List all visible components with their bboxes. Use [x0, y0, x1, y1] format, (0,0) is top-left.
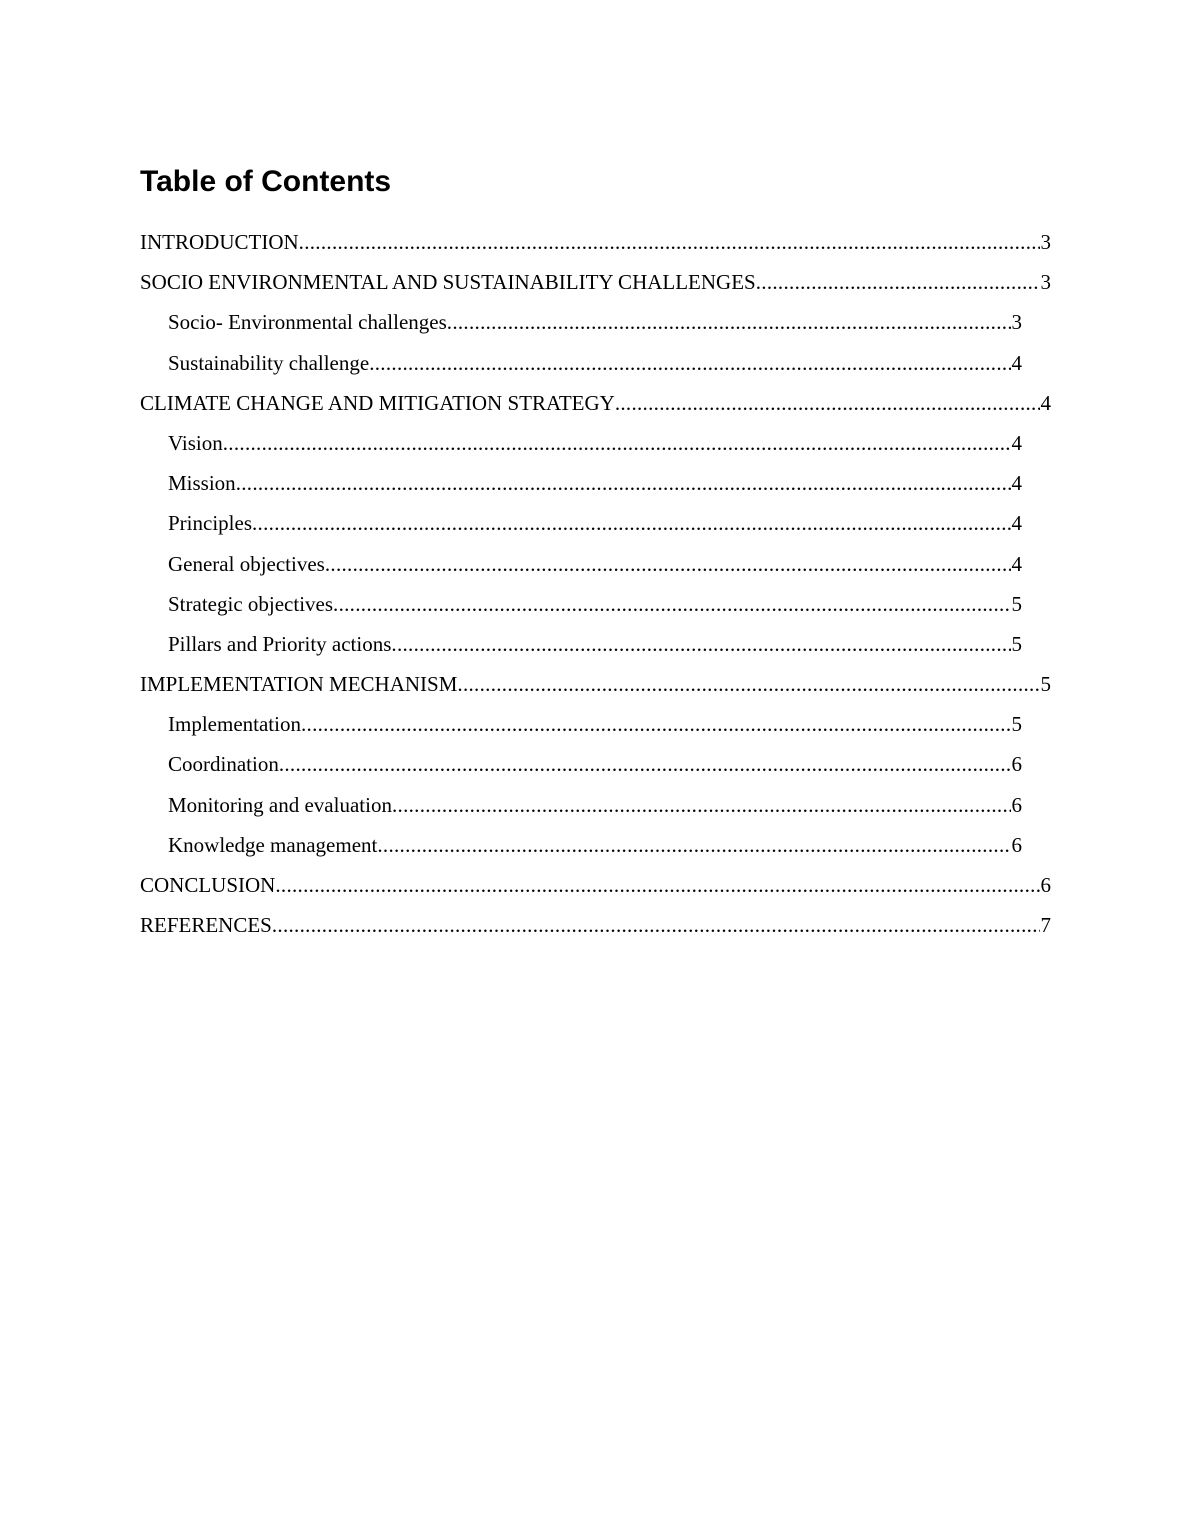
toc-entry[interactable] — [140, 383, 1051, 423]
toc-page-number: 6 — [1011, 752, 1022, 777]
toc-dot-leader — [236, 463, 1011, 503]
toc-entry-title: Sustainability challenge — [168, 350, 370, 375]
toc-page-number: 3 — [1040, 270, 1051, 295]
toc-entry[interactable] — [140, 704, 1022, 744]
toc-entry-title: Coordination — [168, 752, 279, 777]
toc-page-number: 3 — [1040, 230, 1051, 254]
toc-entry-title: Vision — [168, 430, 223, 455]
toc-entry-title: CLIMATE CHANGE AND MITIGATION STRATEGY — [140, 390, 615, 415]
toc-page-number: 4 — [1011, 350, 1022, 375]
toc-entry[interactable] — [140, 825, 1022, 865]
toc-dot-leader — [615, 383, 1040, 423]
toc-entry[interactable] — [140, 222, 1051, 262]
toc-entry-title: Principles — [168, 511, 252, 536]
toc-dot-leader — [377, 825, 1010, 865]
toc-page-number: 4 — [1011, 430, 1022, 455]
toc-entry[interactable] — [140, 544, 1022, 584]
toc-dot-leader — [457, 664, 1039, 704]
toc-dot-leader — [333, 584, 1010, 624]
toc-title: Table of Contents — [140, 165, 392, 198]
toc-page-number: 7 — [1040, 913, 1051, 938]
toc-page-number: 5 — [1011, 712, 1022, 737]
toc-entry[interactable] — [140, 865, 1051, 905]
toc-entry[interactable] — [140, 343, 1022, 383]
toc-page-number: 4 — [1011, 471, 1022, 496]
toc-page-number: 4 — [1040, 390, 1051, 415]
toc-dot-leader — [325, 544, 1011, 584]
toc-entry-title: Strategic objectives — [168, 591, 334, 616]
toc-entry-title: Knowledge management — [168, 832, 378, 857]
toc-entry-title: Socio- Environmental challenges — [168, 310, 447, 335]
toc-page-number: 5 — [1040, 672, 1051, 697]
toc-entry[interactable] — [140, 262, 1051, 302]
toc-page-number: 6 — [1040, 873, 1051, 897]
toc-page-number: 5 — [1011, 591, 1022, 616]
toc-dot-leader — [392, 785, 1011, 825]
toc-page-number: 4 — [1011, 551, 1022, 576]
toc-dot-leader — [275, 865, 1039, 905]
toc-page-number: 6 — [1011, 832, 1022, 857]
toc-entry[interactable] — [140, 463, 1022, 503]
toc-entry[interactable] — [140, 785, 1022, 825]
toc-entry-title: REFERENCES — [140, 913, 272, 938]
toc-entry[interactable] — [140, 905, 1051, 945]
toc-entry-title: Implementation — [168, 712, 301, 737]
toc-entry[interactable] — [140, 744, 1022, 784]
toc-dot-leader — [756, 262, 1040, 302]
toc-entry[interactable] — [140, 584, 1022, 624]
toc-dot-leader — [252, 503, 1011, 543]
toc-page-number: 3 — [1011, 310, 1022, 335]
toc-dot-leader — [369, 343, 1010, 383]
toc-entry[interactable] — [140, 302, 1022, 342]
toc-entry-title: Mission — [168, 471, 236, 496]
toc-dot-leader — [223, 423, 1011, 463]
toc-entry[interactable] — [140, 503, 1022, 543]
toc-dot-leader — [299, 222, 1040, 262]
toc-list — [140, 222, 1051, 945]
toc-page-number: 5 — [1011, 631, 1022, 656]
toc-entry[interactable] — [140, 624, 1022, 664]
toc-entry[interactable] — [140, 423, 1022, 463]
toc-dot-leader — [391, 624, 1010, 664]
toc-dot-leader — [272, 905, 1040, 945]
toc-entry-title: SOCIO ENVIRONMENTAL AND SUSTAINABILITY CHALLENGES — [140, 270, 756, 295]
toc-entry-title: Monitoring and evaluation — [168, 792, 392, 817]
toc-entry-title: Pillars and Priority actions — [168, 631, 392, 656]
toc-dot-leader — [447, 302, 1011, 342]
toc-page-number: 4 — [1011, 511, 1022, 536]
toc-entry[interactable] — [140, 664, 1051, 704]
toc-entry-title: General objectives — [168, 551, 325, 576]
toc-entry-title: INTRODUCTION — [140, 230, 299, 254]
toc-page-number: 6 — [1011, 792, 1022, 817]
toc-dot-leader — [279, 744, 1011, 784]
toc-dot-leader — [301, 704, 1011, 744]
toc-entry-title: CONCLUSION — [140, 873, 276, 897]
toc-entry-title: IMPLEMENTATION MECHANISM — [140, 672, 458, 697]
